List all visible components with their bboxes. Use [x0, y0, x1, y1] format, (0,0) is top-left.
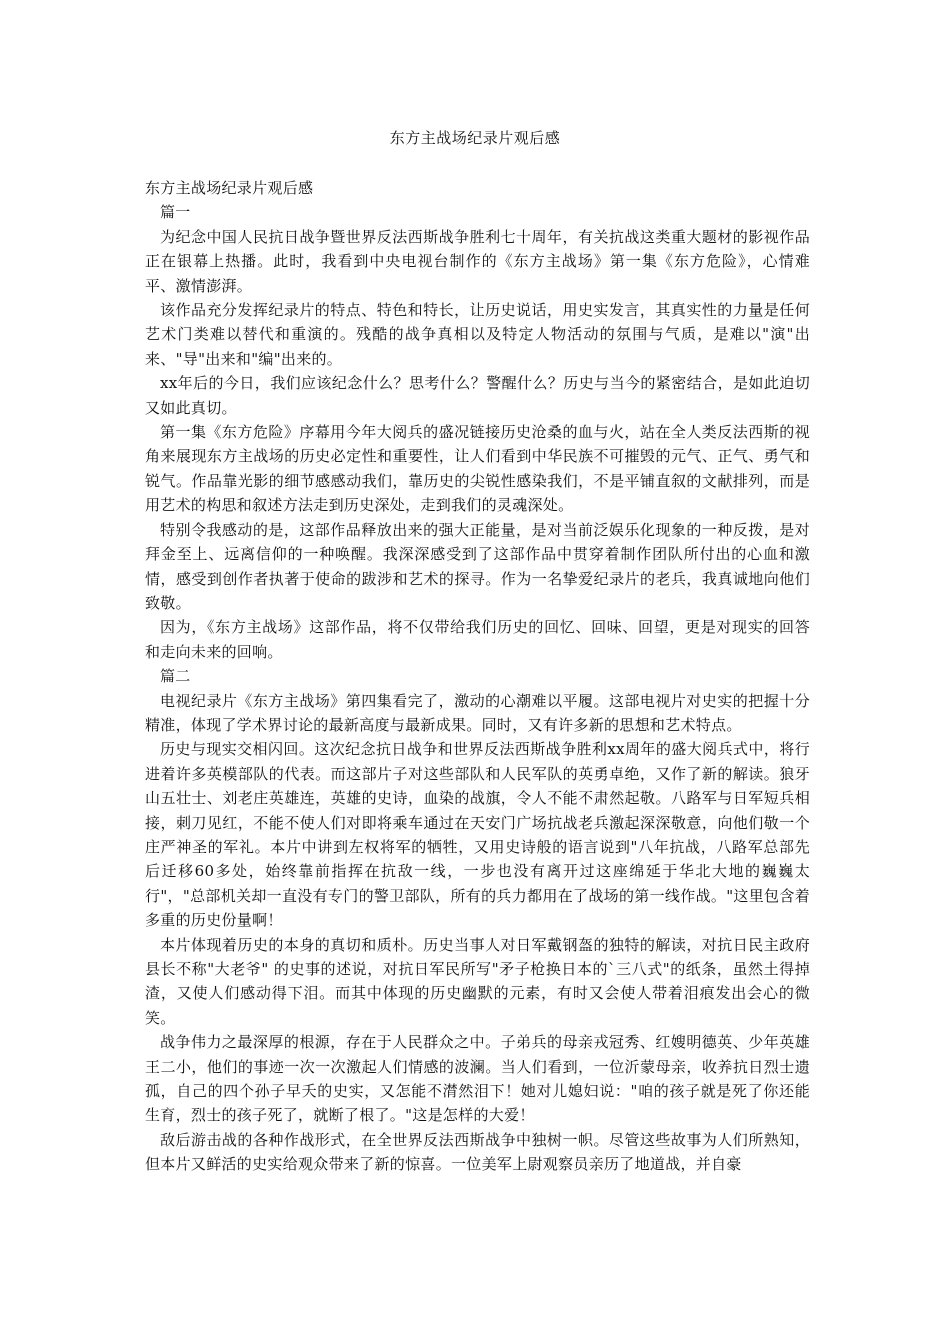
paragraph: 为纪念中国人民抗日战争暨世界反法西斯战争胜利七十周年，有关抗战这类重大题材的影视作品正在银幕上热播。此时，我看到中央电视台制作的《东方主战场》第一集《东方危险》，心情难平、激情澎湃。	[145, 227, 810, 295]
paragraph: 本片体现着历史的本身的真切和质朴。历史当事人对日军戴钢盔的独特的解读，对抗日民主政府县长不称"大老爷" 的史事的述说，对抗日军民所写"矛子枪换日本的`三八式"的纸条，虽然土得掉渣，又使人们感动得下泪。而其中体现的历史幽默的元素，有时又会使人带着泪痕发出会心的微笑。	[145, 935, 810, 1027]
paragraph: 特别令我感动的是，这部作品释放出来的强大正能量，是对当前泛娱乐化现象的一种反拨，是对拜金至上、远离信仰的一种唤醒。我深深感受到了这部作品中贯穿着制作团队所付出的心血和激情，感受到创作者执著于使命的跋涉和艺术的探寻。作为一名挚爱纪录片的老兵，我真诚地向他们致敬。	[145, 520, 810, 612]
document-title: 东方主战场纪录片观后感	[389, 129, 561, 147]
body-heading: 东方主战场纪录片观后感	[145, 179, 314, 197]
paragraph: 战争伟力之最深厚的根源，存在于人民群众之中。子弟兵的母亲戎冠秀、红嫂明德英、少年英雄王二小，他们的事迹一次一次激起人们情感的波澜。当人们看到，一位沂蒙母亲，收养抗日烈士遗孤，自己的四个孙子早夭的史实，又怎能不潸然泪下！她对儿媳妇说："咱的孩子就是死了你还能生育，烈士的孩子死了，就断了根了。"这是怎样的大爱！	[145, 1033, 810, 1125]
paragraph: 电视纪录片《东方主战场》第四集看完了，激动的心潮难以平履。这部电视片对史实的把握十分精准，体现了学术界讨论的最新高度与最新成果。同时，又有许多新的思想和艺术特点。	[145, 691, 810, 734]
paragraph: 该作品充分发挥纪录片的特点、特色和特长，让历史说话，用史实发言，其真实性的力量是任何艺术门类难以替代和重演的。残酷的战争真相以及特定人物活动的氛围与气质，是难以"演"出来、"导"出来和"编"出来的。	[145, 301, 810, 368]
paragraph: 因为，《东方主战场》这部作品，将不仅带给我们历史的回忆、回味、回望，更是对现实的回答和走向未来的回响。	[145, 618, 810, 661]
paragraph: xx年后的今日，我们应该纪念什么？思考什么？警醒什么？历史与当今的紧密结合，是如此迫切又如此真切。	[145, 374, 810, 417]
paragraph: 历史与现实交相闪回。这次纪念抗日战争和世界反法西斯战争胜利xx周年的盛大阅兵式中，将行进着许多英模部队的代表。而这部片子对这些部队和人民军队的英勇卓绝，又作了新的解读。狼牙山五壮士、刘老庄英雄连，英雄的史诗，血染的战旗，令人不能不肃然起敬。八路军与日军短兵相接，刺刀见红，不能不使人们对即将乘车通过在天安门广场抗战老兵激起深深敬意，向他们敬一个庄严神圣的军礼。本片中讲到左权将军的牺牲，又用史诗般的语言说到"八年抗战，八路军总部先后迁移60多处，始终靠前指挥在抗敌一线，一步也没有离开过这座绵延于华北大地的巍巍太行"，"总部机关却一直没有专门的警卫部队，所有的兵力都用在了战场的第一线作战。"这里包含着多重的历史份量啊！	[145, 740, 810, 930]
paragraph: 第一集《东方危险》序幕用今年大阅兵的盛况链接历史沧桑的血与火，站在全人类反法西斯的视角来展现东方主战场的历史必定性和重要性，让人们看到中华民族不可摧毁的元气、正气、勇气和锐气。作品靠光影的细节感感动我们，靠历史的尖锐性感染我们，不是平铺直叙的文献排列，而是用艺术的构思和叙述方法走到历史深处，走到我们的灵魂深处。	[145, 423, 810, 515]
section-label-part-one: 篇一	[160, 203, 191, 222]
paragraph: 敌后游击战的各种作战形式，在全世界反法西斯战争中独树一帜。尽管这些故事为人们所熟知，但本片又鲜活的史实给观众带来了新的惊喜。一位美军上尉观察员亲历了地道战，并自豪	[145, 1130, 810, 1174]
document-body	[145, 176, 810, 1177]
section-label-part-two: 篇二	[160, 667, 191, 686]
